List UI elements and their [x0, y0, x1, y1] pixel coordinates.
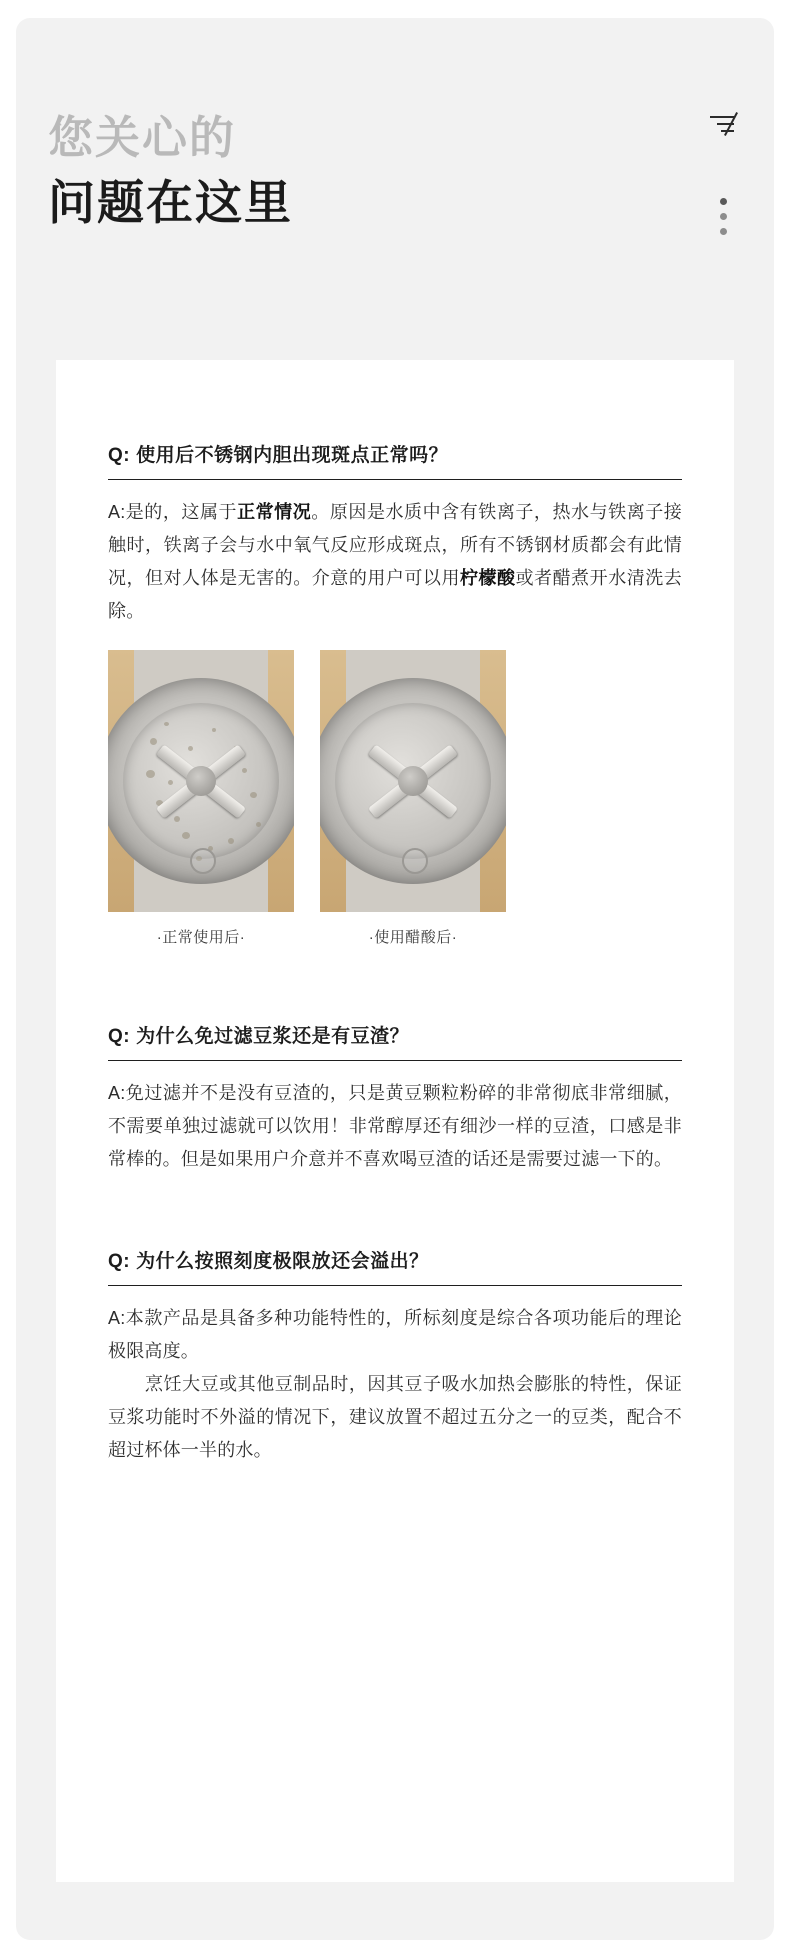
faq-question-text-1: 使用后不锈钢内胆出现斑点正常吗？: [136, 445, 449, 466]
faq-item-2: [108, 1021, 682, 1176]
faq-item-1: [108, 440, 682, 947]
faq-answer-3-p2: 烹饪大豆或其他豆制品时，因其豆子吸水加热会膨胀的特性，保证豆浆功能时不外溢的情况下，建议放置不超过五分之一的豆类，配合不超过杯体一半的水。: [108, 1374, 682, 1460]
section-gap-1: [108, 947, 682, 1021]
pot-sensor-circle-clean: [402, 848, 428, 874]
page-title-line1: 您关心的: [48, 112, 237, 163]
faq-image-col-1: [108, 650, 294, 947]
faq-q-prefix-1: Q:: [108, 445, 131, 466]
page-header: [48, 110, 688, 232]
faq-q-prefix-2: Q:: [108, 1026, 131, 1047]
section-gap-2: [108, 1176, 682, 1246]
faq-image-row: [108, 650, 682, 947]
faq-divider-1: [108, 479, 682, 480]
faq-divider-2: [108, 1060, 682, 1061]
faq-item-3: [108, 1246, 682, 1467]
inner-pot-photo-after-vinegar[interactable]: [320, 650, 506, 912]
dot-2: [720, 213, 727, 220]
faq-card: [56, 360, 734, 1882]
dot-1: [720, 198, 727, 205]
faq-image-caption-1: ·正常使用后·: [156, 929, 246, 946]
answer-seg-3: 。原因是水质中含有铁离子，热水与铁离子接触时，铁离子会与水中氧气反应形成斑点，所有不锈钢材质都会有此情况，但对人体是无害的。介意的用户可以用: [108, 502, 682, 588]
page-title-line2: 问题在这里: [48, 176, 293, 229]
faq-divider-3: [108, 1285, 682, 1286]
answer-seg-5: 或者醋煮开水清洗去除。: [108, 568, 682, 621]
faq-q-prefix-3: Q:: [108, 1251, 131, 1272]
answer-seg-1: A:是的，这属于: [108, 502, 238, 522]
blade-hub-clean: [398, 766, 428, 796]
answer-seg-2: 正常情况: [237, 502, 312, 522]
faq-question-row-2: [108, 1021, 682, 1048]
faq-answer-1: [108, 496, 682, 628]
dot-3: [720, 228, 727, 235]
faq-question-text-3: 为什么按照刻度极限放还会溢出？: [136, 1251, 429, 1272]
faq-answer-3-p1: A:本款产品是具备多种功能特性的，所标刻度是综合各项功能后的理论极限高度。: [108, 1308, 682, 1361]
pot-sensor-circle: [190, 848, 216, 874]
more-vertical-icon[interactable]: [720, 198, 728, 238]
hamburger-menu-icon[interactable]: [708, 112, 734, 134]
answer-seg-4: 柠檬酸: [459, 568, 516, 588]
faq-question-row-3: [108, 1246, 682, 1273]
faq-image-col-2: [320, 650, 506, 947]
menu-bar-1: [710, 116, 734, 118]
faq-question-text-2: 为什么免过滤豆浆还是有豆渣？: [136, 1026, 410, 1047]
faq-image-caption-2: ·使用醋酸后·: [368, 929, 458, 946]
blade-hub: [186, 766, 216, 796]
faq-answer-2: A:免过滤并不是没有豆渣的，只是黄豆颗粒粉碎的非常彻底非常细腻，不需要单独过滤就可以饮用！非常醇厚还有细沙一样的豆渣，口感是非常棒的。但是如果用户介意并不喜欢喝豆渣的话还是需要过滤一下的。: [108, 1083, 682, 1169]
faq-question-row-1: [108, 440, 682, 467]
inner-pot-photo-normal[interactable]: [108, 650, 294, 912]
